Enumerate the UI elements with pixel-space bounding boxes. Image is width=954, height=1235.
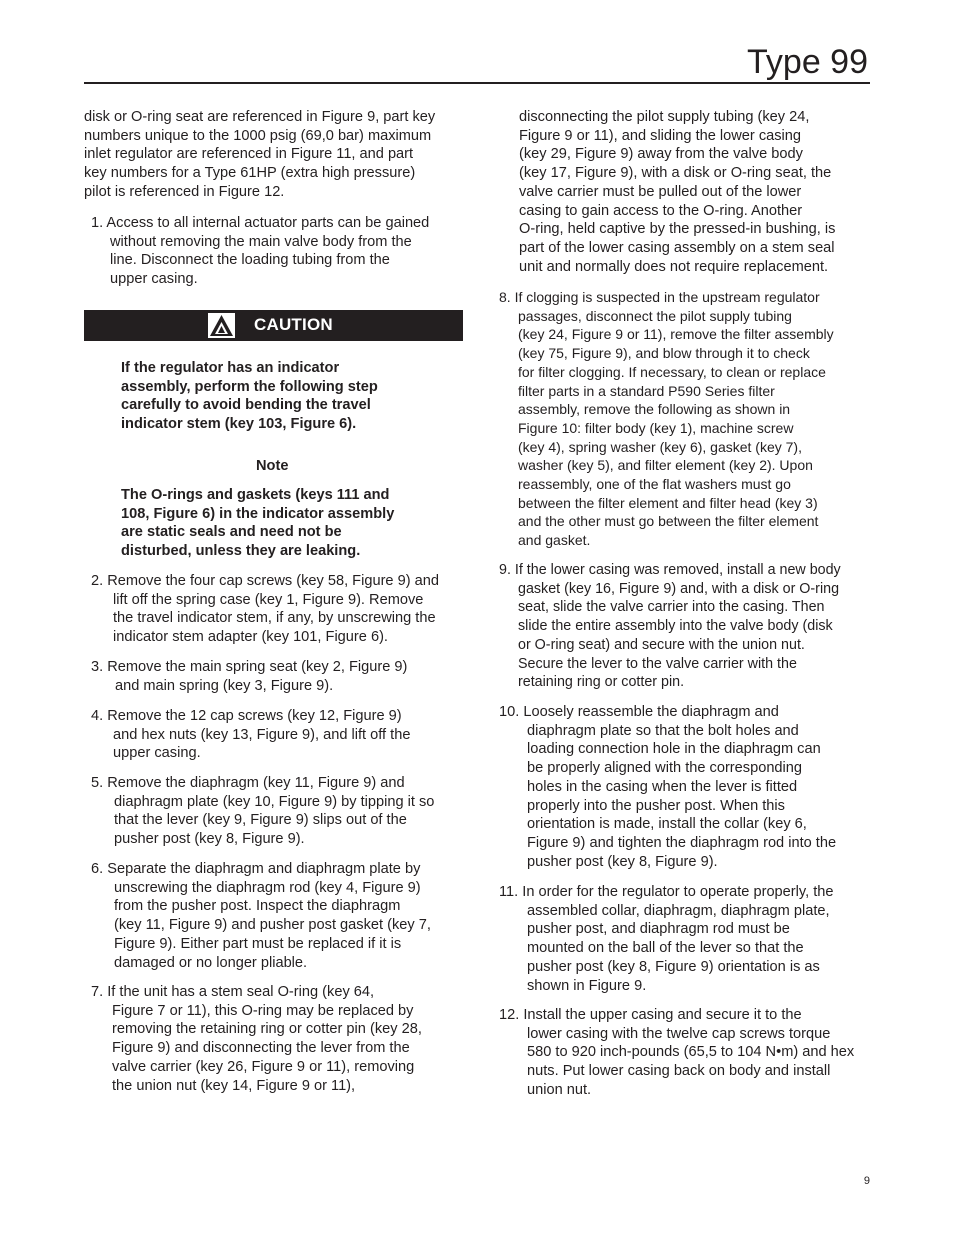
text-line: casing to gain access to the O-ring. Another	[519, 202, 803, 219]
text-line: Figure 7 or 11), this O-ring may be replaced by	[112, 1002, 414, 1019]
text-line: pusher post (key 8, Figure 9).	[527, 853, 718, 870]
text-line: and the other must go between the filter element	[518, 513, 819, 530]
text-line: part of the lower casing assembly on a stem seal	[519, 239, 835, 256]
text-line: mounted on the ball of the lever so that the	[527, 940, 804, 957]
text-line: assembled collar, diaphragm, diaphragm plate,	[527, 902, 830, 919]
text-line: shown in Figure 9.	[527, 977, 647, 994]
text-line: (key 29, Figure 9) away from the valve body	[519, 146, 803, 163]
text-line: retaining ring or cotter pin.	[518, 674, 685, 691]
text-line: Figure 9) and tighten the diaphragm rod into the	[527, 834, 837, 851]
text-line: or O-ring seat) and secure with the union nut.	[518, 636, 805, 653]
text-line: upper casing.	[110, 271, 198, 288]
text-line: O-ring, held captive by the pressed-in bushing, is	[519, 221, 836, 238]
text-line: If the regulator has an indicator	[121, 360, 340, 376]
text-line: 580 to 920 inch-pounds (65,5 to 104 N•m) and hex	[527, 1044, 855, 1061]
text-line: properly into the pusher post. When this	[527, 797, 785, 814]
text-line: between the filter element and filter head (key 3)	[518, 494, 818, 511]
text-line: pusher post, and diaphragm rod must be	[527, 921, 790, 938]
text-line: line. Disconnect the loading tubing from the	[110, 252, 390, 269]
step-11	[499, 883, 834, 995]
text-line: indicator stem (key 103, Figure 6).	[121, 416, 357, 433]
text-line: passages, disconnect the pilot supply tubing	[518, 307, 792, 324]
step-1	[91, 214, 429, 289]
text-line: key numbers for a Type 61HP (extra high pressure)	[84, 165, 416, 182]
text-line: for filter clogging. If necessary, to clean or replace	[518, 363, 826, 380]
text-line: lower casing with the twelve cap screws torque	[527, 1025, 831, 1042]
text-line: assembly, remove the following as shown in	[518, 401, 791, 418]
text-line: gasket (key 16, Figure 9) and, with a disk or O-ring	[518, 580, 840, 597]
step-3	[91, 658, 407, 695]
step-6	[91, 860, 431, 972]
step-12	[499, 1006, 854, 1100]
text-line: (key 17, Figure 9), with a disk or O-ring seat, the	[519, 165, 832, 182]
text-line: 9. If the lower casing was removed, install a new body	[499, 562, 841, 578]
text-line: 108, Figure 6) in the indicator assembly	[121, 505, 395, 522]
text-line: Figure 10: filter body (key 1), machine screw	[518, 419, 794, 436]
note-text	[121, 486, 394, 561]
text-line: lift off the spring case (key 1, Figure 9). Remove	[113, 591, 424, 608]
text-line: upper casing.	[113, 745, 201, 762]
text-line: holes in the casing when the lever is fitted	[527, 778, 798, 795]
step-9	[499, 561, 841, 692]
text-line: 2. Remove the four cap screws (key 58, Figure 9) and	[91, 573, 439, 589]
text-line: valve carrier (key 26, Figure 9 or 11), removing	[112, 1058, 415, 1075]
text-line: (key 11, Figure 9) and pusher post gasket (key 7,	[114, 917, 431, 934]
text-line: inlet regulator are referenced in Figure 11, and part	[84, 146, 414, 163]
text-line: disturbed, unless they are leaking.	[121, 543, 361, 560]
text-line: diaphragm plate (key 10, Figure 9) by tipping it so	[114, 793, 435, 810]
text-line: unit and normally does not require replacement.	[519, 258, 829, 275]
text-line: (key 75, Figure 9), and blow through it to check	[518, 345, 810, 362]
step-7	[91, 983, 422, 1095]
text-line: are static seals and need not be	[121, 524, 342, 541]
text-line: assembly, perform the following step	[121, 378, 378, 395]
text-line: pusher post (key 8, Figure 9).	[114, 831, 305, 848]
text-line: union nut.	[527, 1081, 592, 1098]
text-line: Figure 9 or 11), and sliding the lower casing	[519, 127, 802, 144]
text-line: removing the retaining ring or cotter pin (key 28,	[112, 1021, 422, 1038]
text-line: 6. Separate the diaphragm and diaphragm plate by	[91, 861, 421, 877]
caution-banner	[84, 310, 463, 341]
step-4	[91, 707, 410, 763]
text-line: 5. Remove the diaphragm (key 11, Figure 9) and	[91, 775, 405, 791]
text-line: unscrewing the diaphragm rod (key 4, Figure 9)	[114, 879, 421, 896]
text-line: and gasket.	[518, 532, 591, 549]
text-line: 11. In order for the regulator to operate properly, the	[499, 884, 834, 900]
intro-paragraph	[84, 108, 435, 202]
text-line: seat, slide the valve carrier into the casing. Then	[518, 599, 825, 616]
text-line: 3. Remove the main spring seat (key 2, Figure 9)	[91, 659, 408, 675]
text-line: (key 4), spring washer (key 6), gasket (key 7),	[518, 438, 802, 455]
step-5	[91, 774, 434, 849]
title-rule	[84, 82, 870, 84]
text-line: Secure the lever to the valve carrier with the	[518, 655, 797, 672]
text-line: 10. Loosely reassemble the diaphragm and	[499, 704, 779, 720]
text-line: numbers unique to the 1000 psig (69,0 bar) maximum	[84, 127, 432, 144]
text-line: reassembly, one of the flat washers must go	[518, 476, 791, 493]
text-line: 1. Access to all internal actuator parts can be gained	[91, 215, 430, 231]
text-line: damaged or no longer pliable.	[114, 954, 308, 971]
text-line: nuts. Put lower casing back on body and install	[527, 1063, 831, 1080]
text-line: the travel indicator stem, if any, by unscrewing the	[113, 610, 436, 627]
step-10	[499, 703, 836, 871]
text-line: and main spring (key 3, Figure 9).	[115, 677, 334, 694]
step-2	[91, 572, 439, 647]
text-line: Figure 9) and disconnecting the lever from the	[112, 1040, 410, 1057]
caution-label: CAUTION	[254, 315, 333, 334]
text-line: 7. If the unit has a stem seal O-ring (key 64,	[91, 984, 375, 1000]
text-line: pusher post (key 8, Figure 9) orientation is as	[527, 958, 820, 975]
text-line: filter parts in a standard P590 Series filter	[518, 382, 775, 399]
text-line: Figure 9). Either part must be replaced if it is	[114, 935, 402, 952]
text-line: be properly aligned with the corresponding	[527, 760, 803, 777]
text-line: valve carrier must be pulled out of the lower	[519, 183, 802, 200]
text-line: from the pusher post. Inspect the diaphragm	[114, 898, 401, 915]
text-line: 12. Install the upper casing and secure it to the	[499, 1007, 802, 1023]
text-line: that the lever (key 9, Figure 9) slips out of the	[114, 812, 407, 829]
step-7-continued	[519, 108, 835, 276]
warning-triangle-icon	[208, 313, 235, 338]
text-line: carefully to avoid bending the travel	[121, 397, 371, 414]
text-line: without removing the main valve body from the	[110, 233, 412, 250]
text-line: and hex nuts (key 13, Figure 9), and lift off the	[113, 726, 411, 743]
text-line: diaphragm plate so that the bolt holes and	[527, 722, 799, 739]
text-line: 4. Remove the 12 cap screws (key 12, Figure 9)	[91, 708, 402, 724]
text-line: (key 24, Figure 9 or 11), remove the filter assembly	[518, 326, 834, 343]
page-number: 9	[863, 1175, 870, 1187]
caution-text	[121, 359, 378, 434]
text-line: The O-rings and gaskets (keys 111 and	[121, 487, 390, 503]
note-heading: Note	[256, 458, 289, 474]
text-line: disk or O-ring seat are referenced in Figure 9, part key	[84, 109, 436, 125]
text-line: slide the entire assembly into the valve body (disk	[518, 618, 833, 635]
document-title: Type 99	[747, 43, 868, 81]
text-line: the union nut (key 14, Figure 9 or 11),	[112, 1077, 356, 1094]
step-8	[499, 288, 834, 550]
text-line: disconnecting the pilot supply tubing (key 24,	[519, 109, 810, 125]
text-line: 8. If clogging is suspected in the upstream regulator	[499, 289, 820, 305]
text-line: pilot is referenced in Figure 12.	[84, 183, 285, 200]
text-line: orientation is made, install the collar (key 6,	[527, 816, 807, 833]
text-line: washer (key 5), and filter element (key 2). Upon	[518, 457, 813, 474]
text-line: loading connection hole in the diaphragm can	[527, 741, 821, 758]
text-line: indicator stem adapter (key 101, Figure 6).	[113, 629, 388, 646]
